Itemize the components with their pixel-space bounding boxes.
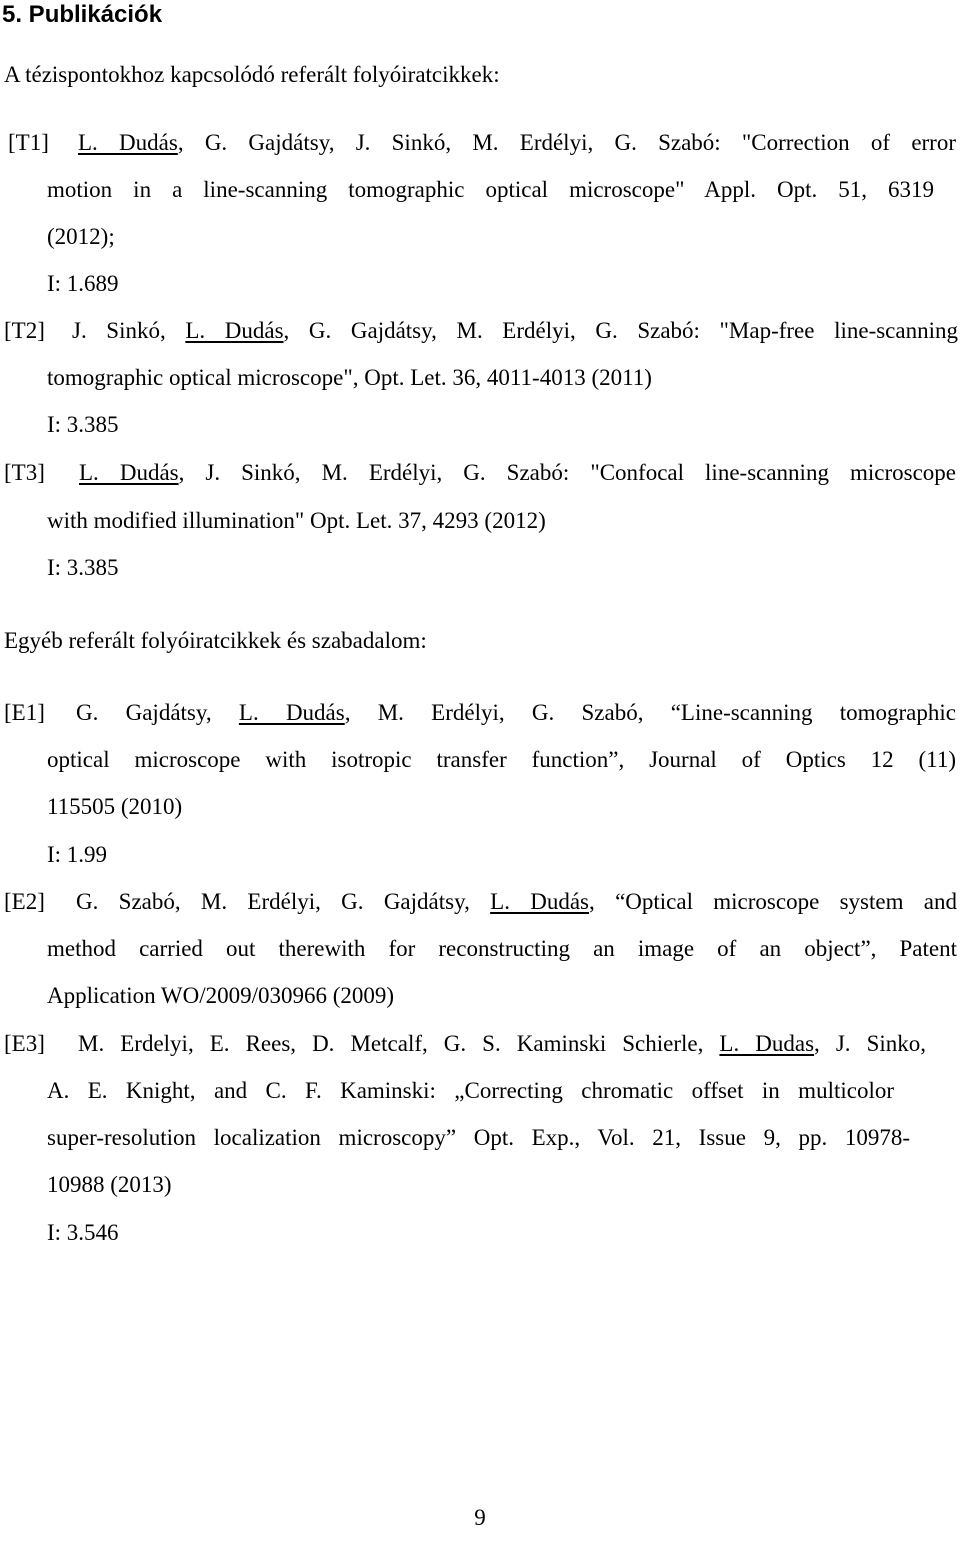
- reference-line: motion in a line-scanning tomographic optical microscope" Appl. Opt. 51, 6319: [47, 177, 934, 202]
- reference-line: M. Erdelyi, E. Rees, D. Metcalf, G. S. Kaminski Schierle, L. Dudas, J. Sinko,: [78, 1031, 926, 1056]
- impact-factor: I: 1.689: [47, 271, 119, 296]
- reference-line: method carried out therewith for reconstructing an image of an object”, Patent: [47, 936, 957, 961]
- underlined-author: L. Dudas: [719, 1031, 815, 1056]
- section-heading: 5. Publikációk: [2, 1, 163, 28]
- underlined-author: L. Dudás: [490, 889, 590, 914]
- reference-line: G. Szabó, M. Erdélyi, G. Gajdátsy, L. Dudás, “Optical microscope system and: [76, 889, 957, 914]
- reference-tag: [T3]: [4, 460, 45, 485]
- impact-factor: I: 3.385: [47, 412, 119, 437]
- reference-line: super-resolution localization microscopy” Opt. Exp., Vol. 21, Issue 9, pp. 10978-: [47, 1125, 910, 1150]
- reference-line: A. E. Knight, and C. F. Kaminski: „Correcting chromatic offset in multicolor: [47, 1078, 894, 1103]
- impact-factor: I: 3.385: [47, 555, 119, 580]
- impact-factor: I: 1.99: [47, 842, 108, 867]
- reference-line: with modified illumination" Opt. Let. 37, 4293 (2012): [47, 508, 546, 533]
- reference-line: tomographic optical microscope", Opt. Let. 36, 4011-4013 (2011): [47, 365, 652, 390]
- reference-tag: [E2]: [4, 889, 45, 914]
- reference-line: 10988 (2013): [47, 1172, 172, 1197]
- impact-factor: I: 3.546: [47, 1220, 119, 1245]
- page-number: 9: [474, 1505, 486, 1530]
- reference-line: (2012);: [47, 224, 115, 249]
- reference-line: Application WO/2009/030966 (2009): [47, 983, 395, 1008]
- reference-line: L. Dudás, G. Gajdátsy, J. Sinkó, M. Erdélyi, G. Szabó: "Correction of error: [78, 130, 957, 155]
- underlined-author: L. Dudás: [238, 700, 345, 725]
- reference-line: 115505 (2010): [47, 794, 183, 819]
- underlined-author: L. Dudás: [78, 130, 178, 155]
- reference-tag: [E3]: [4, 1031, 45, 1056]
- underlined-author: L. Dudás: [185, 318, 284, 343]
- reference-line: J. Sinkó, L. Dudás, G. Gajdátsy, M. Erdélyi, G. Szabó: "Map-free line-scanning: [72, 318, 958, 343]
- intro-text-thesis-papers: A tézispontokhoz kapcsolódó referált folyóiratcikkek:: [4, 62, 500, 87]
- reference-line: G. Gajdátsy, L. Dudás, M. Erdélyi, G. Szabó, “Line-scanning tomographic: [76, 700, 956, 725]
- reference-line: optical microscope with isotropic transfer function”, Journal of Optics 12 (11): [47, 747, 956, 772]
- reference-line: L. Dudás, J. Sinkó, M. Erdélyi, G. Szabó: "Confocal line-scanning microscope: [79, 460, 956, 485]
- intro-text-other-papers: Egyéb referált folyóiratcikkek és szabadalom:: [4, 628, 427, 653]
- reference-tag: [E1]: [4, 700, 45, 725]
- underlined-author: L. Dudás: [79, 460, 179, 485]
- reference-tag: [T2]: [4, 318, 45, 343]
- reference-tag: [T1]: [8, 130, 49, 155]
